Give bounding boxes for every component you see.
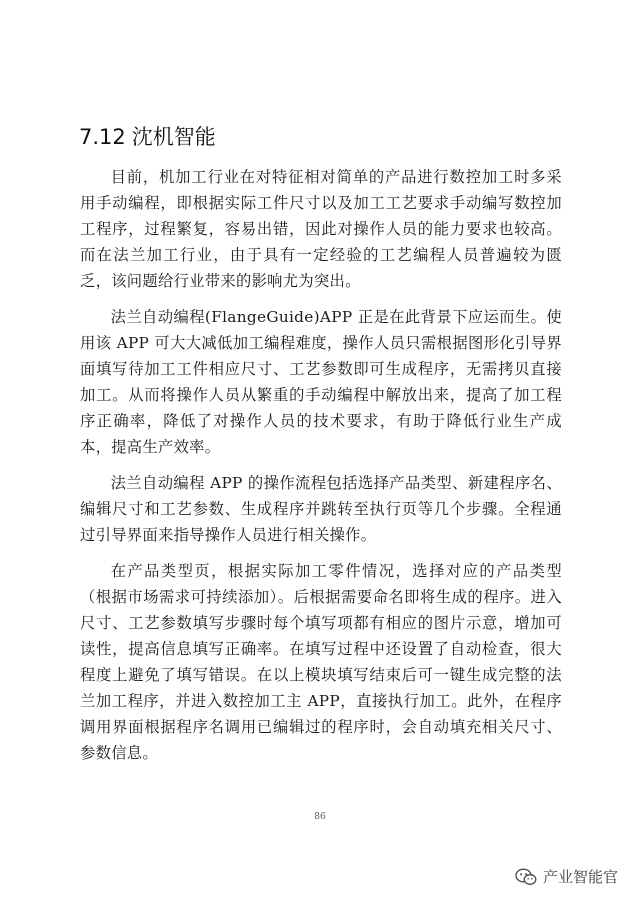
paragraph-2: 法兰自动编程(FlangeGuide)APP 正是在此背景下应运而生。使用该 APP 可大大减低加工编程难度，操作人员只需根据图形化引导界面填写待加工工件相应尺寸、工艺参数即可生成程序，无需拷贝直接加工。从而将操作人员从繁重的手动编程中解放出来，提高了加工程序正确率，降低了对操作人员的技术要求，有助于降低行业生产成本，提高生产效率。 [80,308,562,456]
section-title: 沈机智能 [131,125,216,149]
paragraph-4: 在产品类型页，根据实际加工零件情况，选择对应的产品类型（根据市场需求可持续添加）。后根据需要命名即将生成的程序。进入尺寸、工艺参数填写步骤时每个填写项都有相应的图片示意，增加可读性，提高信息填写正确率。在填写过程中还设置了自动检查，很大程度上避免了填写错误。在以上模块填写结束后可一键生成完整的法兰加工程序，并进入数控加工主 APP，直接执行加工。此外，在程序调用界面根据程序名调用已编辑过的程序时，会自动填充相关尺寸、参数信息。 [80,562,562,762]
section-heading [79,123,216,151]
page-number: 86 [314,812,326,822]
wechat-icon [515,868,537,886]
section-number: 7.12 [79,125,126,149]
paragraph-3: 法兰自动编程 APP 的操作流程包括选择产品类型、新建程序名、编辑尺寸和工艺参数、生成程序并跳转至执行页等几个步骤。全程通过引导界面来指导操作人员进行相关操作。 [80,474,562,544]
watermark-text: 产业智能官 [542,868,618,886]
watermark [515,866,618,887]
paragraph-1: 目前，机加工行业在对特征相对简单的产品进行数控加工时多采用手动编程，即根据实际工件尺寸以及加工工艺要求手动编写数控加工程序，过程繁复，容易出错，因此对操作人员的能力要求也较高。而在法兰加工行业，由于具有一定经验的工艺编程人员普遍较为匮乏，该问题给行业带来的影响尤为突出。 [80,168,562,290]
body-text [80,164,562,776]
